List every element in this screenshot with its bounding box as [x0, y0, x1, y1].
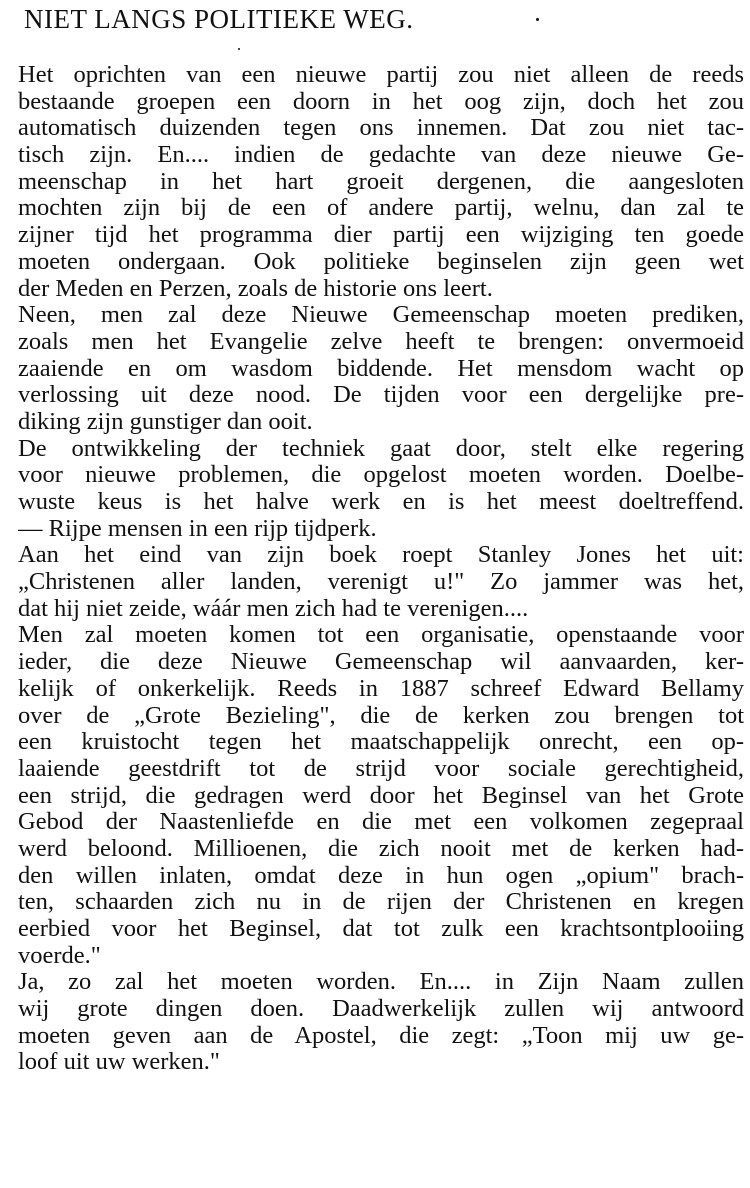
text-line: wuste keus is het halve werk en is het meest doeltreffend.: [18, 489, 744, 515]
text-line: verlossing uit deze nood. De tijden voor een dergelijke pre-: [18, 382, 744, 409]
text-line: Ja, zo zal het moeten worden. En.... in Zijn Naam zullen: [18, 969, 744, 996]
text-line: automatisch duizenden tegen ons innemen. Dat zou niet tac-: [18, 115, 744, 142]
paragraph: [18, 436, 744, 543]
text-line: moeten ondergaan. Ook politieke beginselen zijn geen wet: [18, 248, 744, 275]
text-line: moeten geven aan de Apostel, die zegt: „Toon mij uw ge-: [18, 1022, 744, 1049]
paragraph: [18, 622, 744, 969]
text-line: ten, schaarden zich nu in de rijen der Christenen en kregen: [18, 889, 744, 916]
text-line: een kruistocht tegen het maatschappelijk onrecht, een op-: [18, 729, 744, 756]
print-speck: [536, 18, 539, 21]
text-line: De ontwikkeling der techniek gaat door, stelt elke regering: [18, 435, 744, 462]
text-line: dat hij niet zeide, wáár men zich had te verenigen....: [18, 595, 529, 622]
text-line: kelijk of onkerkelijk. Reeds in 1887 schreef Edward Bellamy: [18, 675, 744, 702]
text-line: „Christenen aller landen, verenigt u!" Zo jammer was het,: [18, 569, 744, 596]
paragraph: [18, 969, 744, 1076]
text-line: voor nieuwe problemen, die opgelost moeten worden. Doelbe-: [18, 462, 744, 489]
page-heading: NIET LANGS POLITIEKE WEG.: [24, 4, 414, 34]
text-line: Gebod der Naastenliefde en die met een volkomen zegepraal: [18, 809, 744, 836]
text-line: werd beloond. Millioenen, die zich nooit met de kerken had-: [18, 835, 744, 862]
text-line: loof uit uw werken.": [18, 1049, 220, 1076]
text-line: — Rijpe mensen in een rijp tijdperk.: [18, 515, 377, 542]
text-line: laaiende geestdrift tot de strijd voor sociale gerechtigheid,: [18, 755, 744, 782]
text-line: diking zijn gunstiger dan ooit.: [18, 408, 313, 435]
text-line: een strijd, die gedragen werd door het Beginsel van het Grote: [18, 782, 744, 809]
text-line: voerde.": [18, 942, 101, 969]
text-line: eerbied voor het Beginsel, dat tot zulk een krachtsontplooiing: [18, 916, 744, 942]
text-line: mochten zijn bij de een of andere partij, welnu, dan zal te: [18, 195, 744, 222]
text-line: Neen, men zal deze Nieuwe Gemeenschap moeten prediken,: [18, 302, 744, 329]
text-line: tisch zijn. En.... indien de gedachte van deze nieuwe Ge-: [18, 142, 744, 169]
paragraph: [18, 542, 744, 622]
text-line: meenschap in het hart groeit dergenen, die aangesloten: [18, 168, 744, 195]
text-line: zaaiende en om wasdom biddende. Het mensdom wacht op: [18, 355, 744, 382]
paragraph: [18, 62, 744, 302]
text-line: bestaande groepen een doorn in het oog zijn, doch het zou: [18, 88, 744, 115]
print-speck: [238, 48, 240, 50]
text-line: den willen inlaten, omdat deze in hun ogen „opium" brach-: [18, 862, 744, 889]
text-line: zoals men het Evangelie zelve heeft te brengen: onvermoeid: [18, 328, 744, 355]
text-line: over de „Grote Bezieling", die de kerken zou brengen tot: [18, 702, 744, 729]
paragraph: [18, 302, 744, 435]
text-line: ieder, die deze Nieuwe Gemeenschap wil aanvaarden, ker-: [18, 649, 744, 676]
text-line: zijner tijd het programma dier partij een wijziging ten goede: [18, 222, 744, 249]
text-line: wij grote dingen doen. Daadwerkelijk zullen wij antwoord: [18, 996, 744, 1023]
body-text: [18, 62, 744, 1076]
text-line: der Meden en Perzen, zoals de historie ons leert.: [18, 275, 493, 302]
text-line: Aan het eind van zijn boek roept Stanley Jones het uit:: [18, 542, 744, 569]
text-line: Men zal moeten komen tot een organisatie, openstaande voor: [18, 622, 744, 649]
text-line: Het oprichten van een nieuwe partij zou niet alleen de reeds: [18, 62, 744, 88]
